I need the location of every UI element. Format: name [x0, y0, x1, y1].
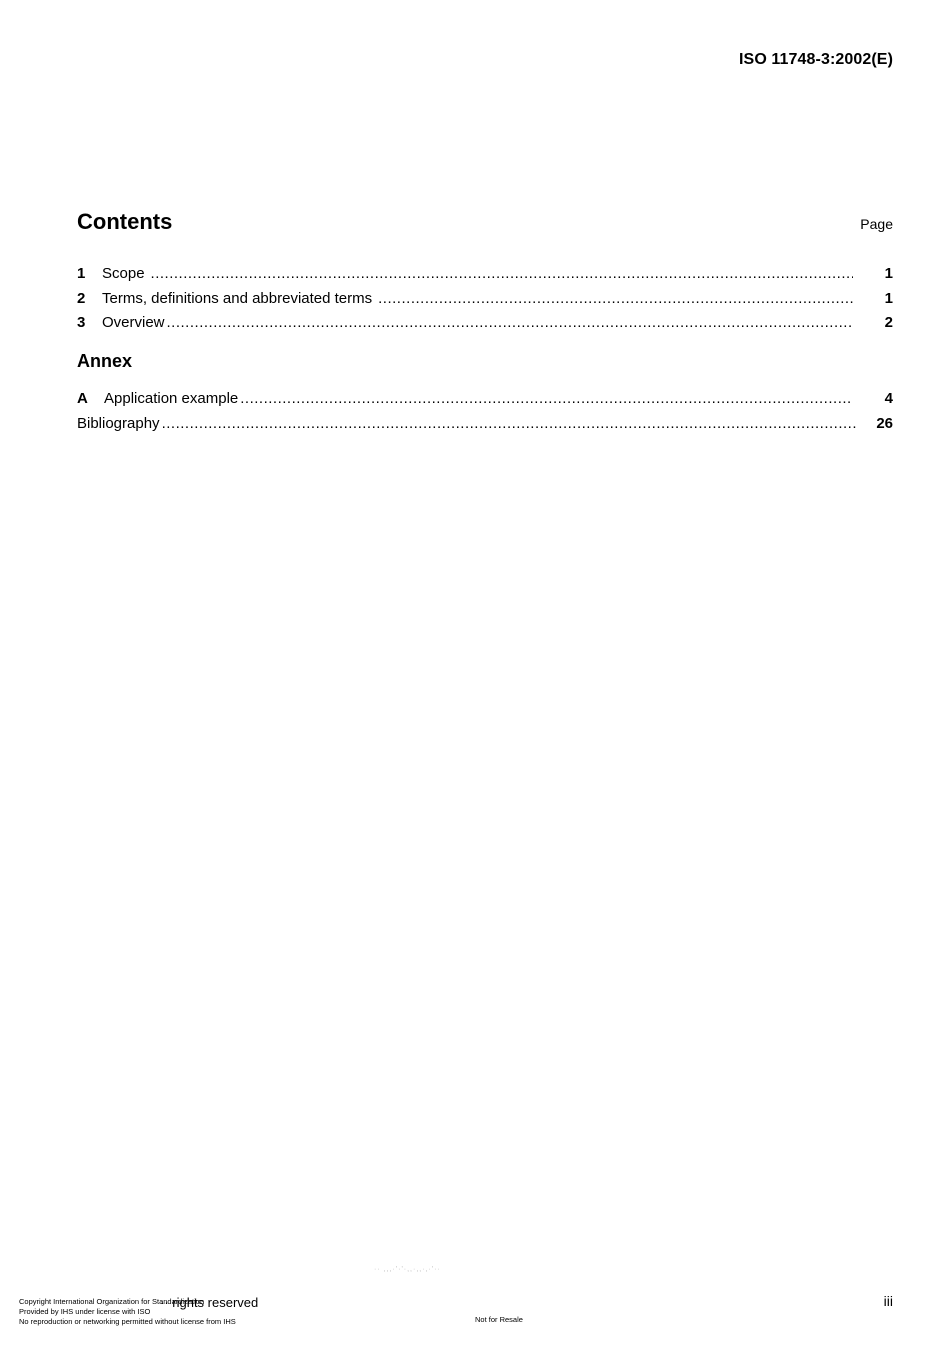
toc-entry-bibliography[interactable] — [77, 414, 893, 439]
table-of-contents — [77, 264, 893, 338]
dot-leader — [151, 264, 853, 284]
toc-entry-title: Terms, definitions and abbreviated terms — [102, 289, 373, 307]
dot-leader — [378, 289, 853, 309]
license-line: Provided by IHS under license with ISO — [19, 1307, 151, 1316]
toc-entry-page: 1 — [884, 265, 893, 282]
toc-entry-page: 2 — [884, 314, 893, 331]
dot-leader — [240, 389, 853, 409]
page-column-label: Page — [860, 216, 893, 232]
toc-entry-overview[interactable] — [77, 313, 893, 338]
rights-reserved-text: ·· rights reserved — [160, 1295, 259, 1310]
annex-heading: Annex — [77, 351, 133, 371]
toc-entry-number: 2 — [77, 289, 86, 307]
page-number: iii — [883, 1293, 893, 1309]
annex-contents — [77, 389, 893, 438]
toc-entry-page: 1 — [884, 289, 893, 307]
toc-entry-number: 1 — [77, 265, 86, 282]
copyright-line: Copyright International Organization for Standardization — [19, 1297, 205, 1306]
toc-entry-title: Bibliography — [77, 414, 160, 432]
toc-entry-title: Application example — [104, 390, 239, 407]
toc-entry-terms-definitions[interactable] — [77, 289, 893, 314]
reproduction-line: No reproduction or networking permitted without license from IHS — [19, 1317, 236, 1326]
scan-artifact: ·· ,,,·'·'·,,·,,·,·'·· — [374, 1266, 441, 1273]
contents-header — [77, 209, 893, 235]
toc-entry-number: 3 — [77, 314, 86, 331]
toc-entry-page: 4 — [884, 390, 893, 407]
dot-leader — [162, 414, 857, 434]
toc-entry-annex-a[interactable] — [77, 389, 893, 414]
toc-entry-scope[interactable] — [77, 264, 893, 289]
document-id: ISO 11748-3:2002(E) — [739, 51, 893, 68]
toc-entry-title: Scope — [102, 265, 145, 282]
not-for-resale-text: Not for Resale — [475, 1315, 523, 1324]
contents-title: Contents — [77, 209, 173, 234]
toc-entry-title: Overview — [102, 314, 165, 331]
toc-entry-page: 26 — [876, 414, 893, 432]
annex-letter: A — [77, 390, 88, 407]
dot-leader — [167, 313, 853, 333]
